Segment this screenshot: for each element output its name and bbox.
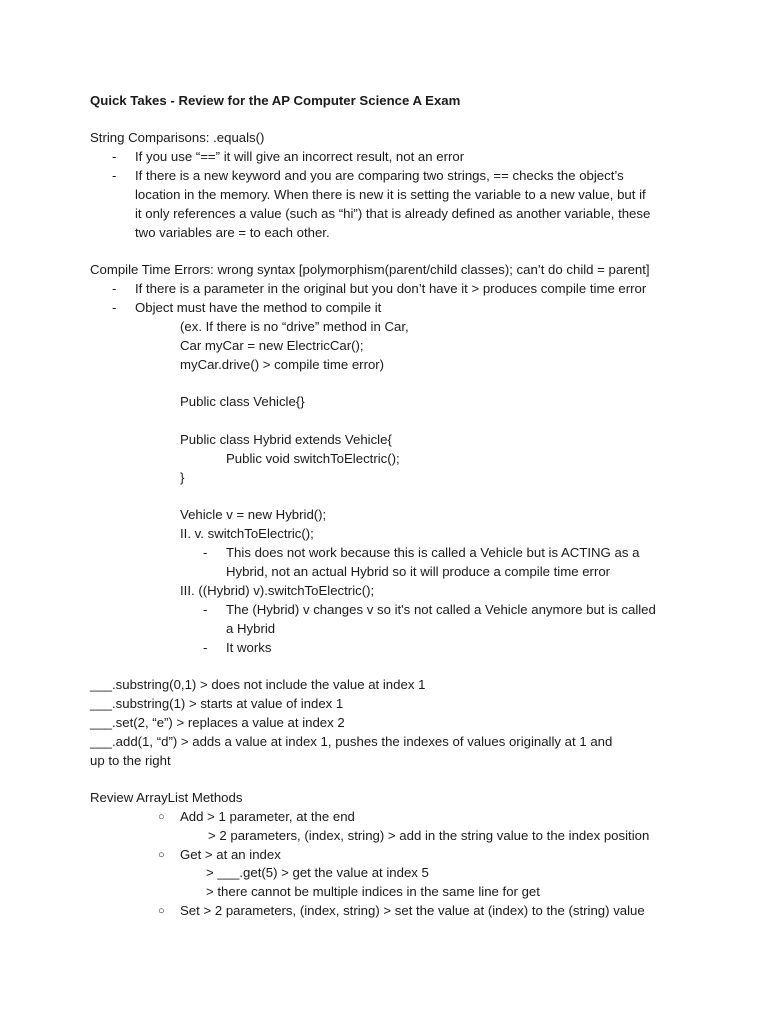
arraylist-item-set: Set > 2 parameters, (index, string) > set the value at (index) to the (string) value bbox=[180, 903, 645, 918]
arraylist-heading: Review ArrayList Methods bbox=[90, 790, 243, 805]
bullet-text: Hybrid, not an actual Hybrid so it will produce a compile time error bbox=[226, 564, 611, 579]
code-line: Public void switchToElectric(); bbox=[226, 451, 400, 466]
method-line: ___.add(1, “d”) > adds a value at index 1, pushes the indexes of values originally at 1 and bbox=[90, 734, 613, 749]
bullet-text: it only references a value (such as “hi”) that is already defined as another variable, these bbox=[135, 206, 651, 221]
bullet-text: location in the memory. When there is new it is setting the variable to a new value, but if bbox=[135, 187, 646, 202]
method-line: up to the right bbox=[90, 753, 171, 768]
bullet-dash: - bbox=[112, 281, 117, 296]
bullet-text: The (Hybrid) v changes v so it's not called a Vehicle anymore but is called bbox=[226, 602, 656, 617]
arraylist-detail: > there cannot be multiple indices in the same line for get bbox=[206, 884, 540, 899]
arraylist-detail: > 2 parameters, (index, string) > add in the string value to the index position bbox=[208, 828, 650, 843]
bullet-text: If there is a parameter in the original but you don’t have it > produces compile time error bbox=[135, 281, 647, 296]
bullet-text: a Hybrid bbox=[226, 621, 276, 636]
arraylist-item-add: Add > 1 parameter, at the end bbox=[180, 809, 355, 824]
arraylist-detail: > ___.get(5) > get the value at index 5 bbox=[206, 865, 429, 880]
bullet-dash: - bbox=[203, 545, 208, 560]
code-line: III. ((Hybrid) v).switchToElectric(); bbox=[180, 583, 375, 598]
bullet-dash: - bbox=[203, 602, 208, 617]
code-example-line: Car myCar = new ElectricCar(); bbox=[180, 338, 364, 353]
code-example-line: myCar.drive() > compile time error) bbox=[180, 357, 385, 372]
compile-time-heading: Compile Time Errors: wrong syntax [polymorphism(parent/child classes); can’t do child = parent] bbox=[90, 262, 650, 277]
circle-bullet: ○ bbox=[158, 849, 165, 861]
code-line: II. v. switchToElectric(); bbox=[180, 526, 314, 541]
circle-bullet: ○ bbox=[158, 811, 165, 823]
code-line: Public class Vehicle{} bbox=[180, 394, 305, 409]
bullet-dash: - bbox=[112, 300, 117, 315]
code-line: } bbox=[180, 470, 185, 485]
bullet-dash: - bbox=[112, 149, 117, 164]
bullet-text: two variables are = to each other. bbox=[135, 225, 330, 240]
code-example-line: (ex. If there is no “drive” method in Car, bbox=[180, 319, 409, 334]
code-line: Public class Hybrid extends Vehicle{ bbox=[180, 432, 392, 447]
string-comparisons-heading: String Comparisons: .equals() bbox=[90, 130, 265, 145]
bullet-text: Object must have the method to compile it bbox=[135, 300, 382, 315]
bullet-text: If you use “==” it will give an incorrect result, not an error bbox=[135, 149, 465, 164]
bullet-text: If there is a new keyword and you are comparing two strings, == checks the object’s bbox=[135, 168, 624, 183]
bullet-text: It works bbox=[226, 640, 272, 655]
circle-bullet: ○ bbox=[158, 905, 165, 917]
method-line: ___.set(2, “e”) > replaces a value at index 2 bbox=[90, 715, 345, 730]
document-title: Quick Takes - Review for the AP Computer Science A Exam bbox=[90, 93, 461, 108]
arraylist-item-get: Get > at an index bbox=[180, 847, 281, 862]
bullet-dash: - bbox=[112, 168, 117, 183]
method-line: ___.substring(1) > starts at value of index 1 bbox=[90, 696, 344, 711]
bullet-dash: - bbox=[203, 640, 208, 655]
code-line: Vehicle v = new Hybrid(); bbox=[180, 507, 327, 522]
method-line: ___.substring(0,1) > does not include the value at index 1 bbox=[90, 677, 426, 692]
bullet-text: This does not work because this is called a Vehicle but is ACTING as a bbox=[226, 545, 640, 560]
